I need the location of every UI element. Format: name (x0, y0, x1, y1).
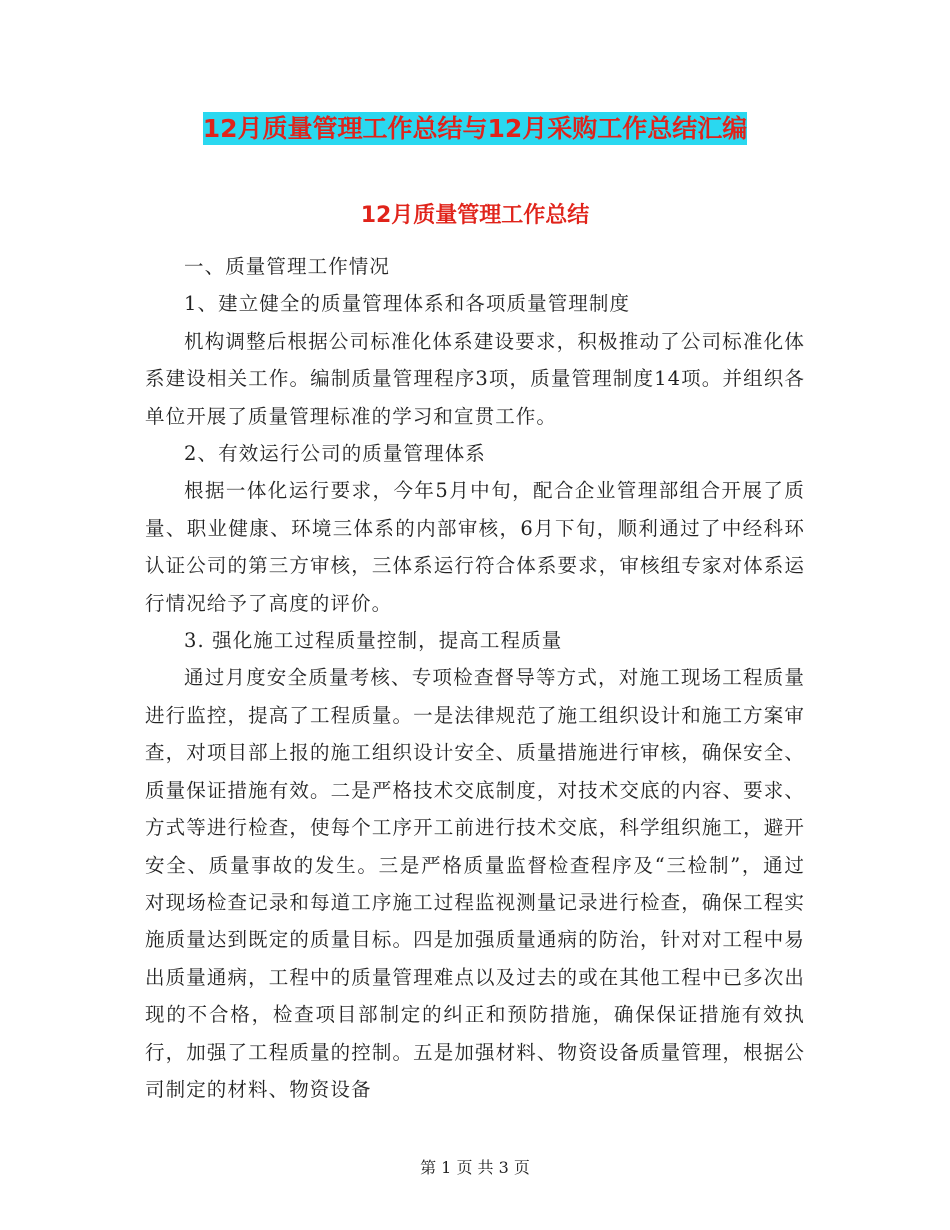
page-footer: 第 1 页 共 3 页 (420, 1158, 530, 1177)
document-title-text: 12月质量管理工作总结与12月采购工作总结汇编 (202, 114, 748, 143)
paragraph: 通过月度安全质量考核、专项检查督导等方式，对施工现场工程质量进行监控，提高了工程质量。一是法律规范了施工组织设计和施工方案审查，对项目部上报的施工组织设计安全、质量措施进行审核，确保安全、质量保证措施有效。二是严格技术交底制度，对技术交底的内容、要求、方式等进行检查，使每个工序开工前进行技术交底，科学组织施工，避开安全、质量事故的发生。三是严格质量监督检查程序及“三检制”，通过对现场检查记录和每道工序施工过程监视测量记录进行检查，确保工程实施质量达到既定的质量目标。四是加强质量通病的防治，针对对工程中易出质量通病，工程中的质量管理难点以及过去的或在其他工程中已多次出现的不合格，检查项目部制定的纠正和预防措施，确保保证措施有效执行，加强了工程质量的控制。五是加强材料、物资设备质量管理，根据公司制定的材料、物资设备 (145, 666, 805, 1101)
document-body (145, 248, 805, 1108)
heading-item-2: 2、有效运行公司的质量管理体系 (184, 442, 486, 466)
paragraph: 机构调整后根据公司标准化体系建设要求，积极推动了公司标准化体系建设相关工作。编制质量管理程序3项，质量管理制度14项。并组织各单位开展了质量管理标准的学习和宣贯工作。 (145, 329, 805, 428)
paragraph: 根据一体化运行要求，今年5月中旬，配合企业管理部组合开展了质量、职业健康、环境三体系的内部审核，6月下旬，顺利通过了中经科环认证公司的第三方审核，三体系运行符合体系要求，审核组专家对体系运行情况给予了高度的评价。 (145, 479, 805, 615)
section-title: 12月质量管理工作总结 (360, 203, 590, 228)
heading-quality-management-status: 一、质量管理工作情况 (184, 255, 391, 278)
document-title (0, 111, 950, 147)
heading-item-1: 1、建立健全的质量管理体系和各项质量管理制度 (184, 292, 631, 316)
heading-item-3: 3. 强化施工过程质量控制，提高工程质量 (184, 629, 563, 653)
